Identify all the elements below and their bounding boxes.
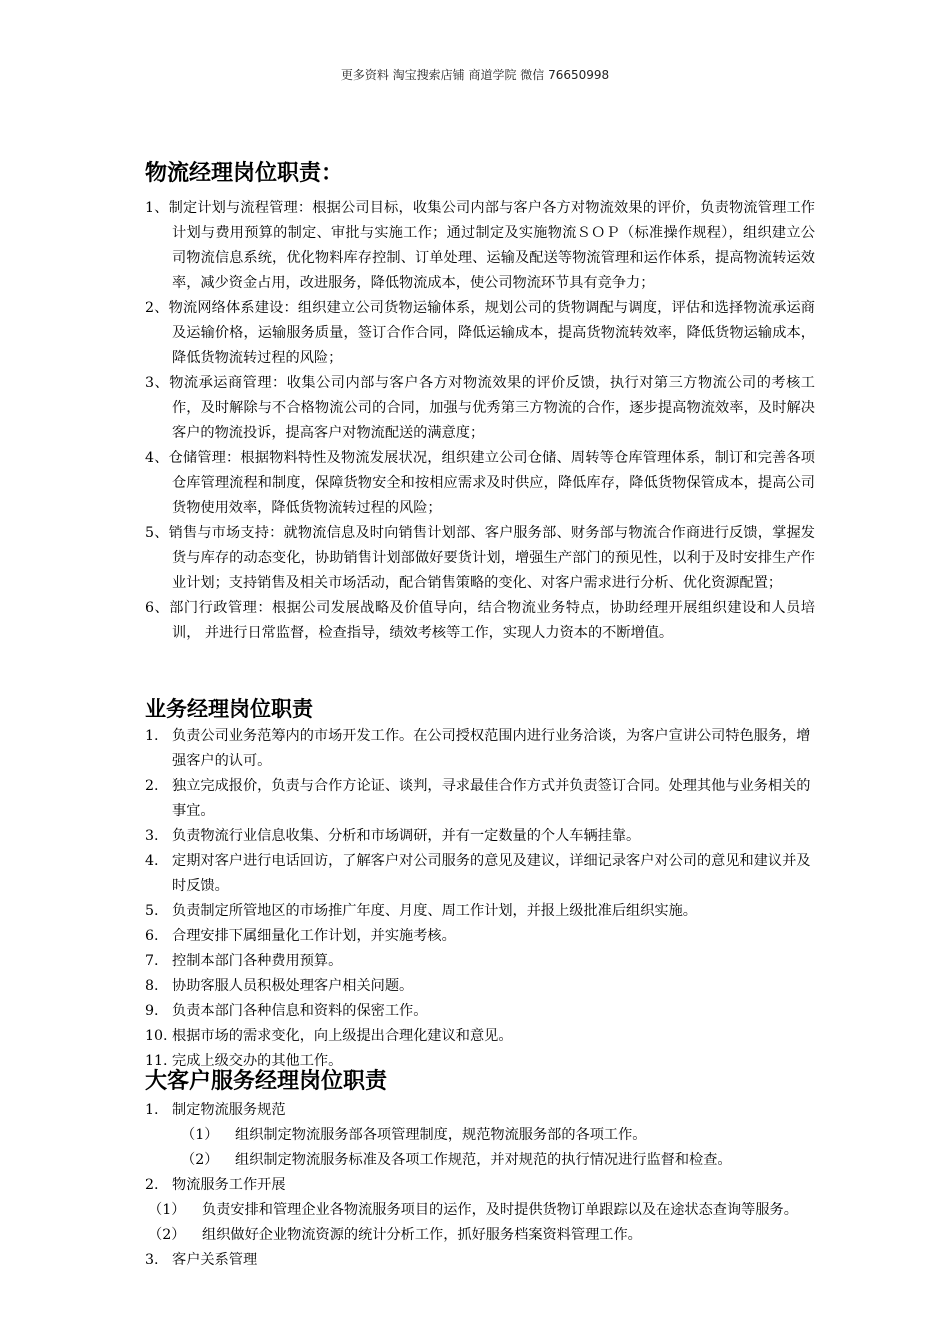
duty-paragraph: 4、仓储管理：根据物料特性及物流发展状况，组织建立公司仓储、周转等仓库管理体系，制订和完善各项仓库管理流程和制度，保障货物安全和按相应需求及时供应，降低库存，降低货物保管成本，提高公司货物使用效率，降低货物流转过程的风险；: [145, 450, 815, 516]
list-item: 10. 根据市场的需求变化，向上级提出合理化建议和意见。: [145, 1028, 513, 1044]
list-item: 11. 完成上级交办的其他工作。: [145, 1053, 343, 1069]
subsection-heading: 1. 制定物流服务规范: [145, 1102, 286, 1118]
section-title: 大客户服务经理岗位职责: [145, 1069, 388, 1094]
duty-paragraph: 3、物流承运商管理：收集公司内部与客户各方对物流效果的评价反馈，执行对第三方物流公司的考核工作，及时解除与不合格物流公司的合同，加强与优秀第三方物流的合作，逐步提高物流效率，及时解决客户的物流投诉，提高客户对物流配送的满意度；: [145, 375, 815, 441]
section-business-manager: [145, 694, 815, 1074]
list-item: 3. 负责物流行业信息收集、分析和市场调研，并有一定数量的个人车辆挂靠。: [145, 828, 641, 844]
list-item: 1. 负责公司业务范筹内的市场开发工作。在公司授权范围内进行业务洽谈，为客户宣讲公司特色服务，增强客户的认可。: [145, 728, 811, 769]
duty-paragraph: 6、部门行政管理：根据公司发展战略及价值导向，结合物流业务特点，协助经理开展组织建设和人员培训， 并进行日常监督，检查指导，绩效考核等工作，实现人力资本的不断增值。: [145, 600, 815, 641]
list-item: （1） 负责安排和管理企业各物流服务项目的运作，及时提供货物订单跟踪以及在途状态查询等服务。: [148, 1202, 798, 1218]
subsection-heading: 2. 物流服务工作开展: [145, 1177, 286, 1193]
duty-paragraph: 5、销售与市场支持：就物流信息及时向销售计划部、客户服务部、财务部与物流合作商进行反馈，掌握发货与库存的动态变化，协助销售计划部做好要货计划，增强生产部门的预见性，以利于及时安排生产作业计划；支持销售及相关市场活动，配合销售策略的变化、对客户需求进行分析、优化资源配置；: [145, 525, 815, 591]
section-title: 业务经理岗位职责: [145, 697, 313, 721]
list-item: （2） 组织制定物流服务标准及各项工作规范，并对规范的执行情况进行监督和检查。: [181, 1152, 732, 1168]
duty-paragraph: 1、制定计划与流程管理：根据公司目标，收集公司内部与客户各方对物流效果的评价，负责物流管理工作计划与费用预算的制定、审批与实施工作；通过制定及实施物流ＳＯＰ（标准操作规程），组织建立公司物流信息系统，优化物料库存控制、订单处理、运输及配送等物流管理和运作体系，提高物流转运效率，减少资金占用，改进服务，降低物流成本，使公司物流环节具有竞争力；: [145, 200, 815, 291]
list-item: 4. 定期对客户进行电话回访，了解客户对公司服务的意见及建议，详细记录客户对公司的意见和建议并及时反馈。: [145, 853, 811, 894]
list-item: 9. 负责本部门各种信息和资料的保密工作。: [145, 1003, 428, 1019]
list-item: 2. 独立完成报价，负责与合作方论证、谈判，寻求最佳合作方式并负责签订合同。处理其他与业务相关的事宜。: [145, 778, 811, 819]
list-item: 5. 负责制定所管地区的市场推广年度、月度、周工作计划，并报上级批准后组织实施。: [145, 903, 697, 919]
list-item: （2） 组织做好企业物流资源的统计分析工作，抓好服务档案资料管理工作。: [148, 1227, 642, 1243]
section-title: 物流经理岗位职责：: [145, 161, 344, 186]
list-item: 7. 控制本部门各种费用预算。: [145, 953, 343, 969]
subsection-heading: 3. 客户关系管理: [145, 1252, 258, 1268]
list-item: （1） 组织制定物流服务部各项管理制度，规范物流服务部的各项工作。: [181, 1127, 647, 1143]
page-header: 更多资料 淘宝搜索店铺 商道学院 微信 76650998: [340, 68, 610, 82]
section-key-account-manager: [145, 1066, 815, 1273]
list-item: 6. 合理安排下属细量化工作计划，并实施考核。: [145, 928, 456, 944]
duty-paragraph: 2、物流网络体系建设：组织建立公司货物运输体系，规划公司的货物调配与调度，评估和选择物流承运商及运输价格，运输服务质量，签订合作合同，降低运输成本，提高货物流转效率，降低货物运输成本，降低货物流转过程的风险；: [145, 300, 815, 366]
list-item: 8. 协助客服人员积极处理客户相关问题。: [145, 978, 414, 994]
section-logistics-manager: [145, 158, 815, 646]
